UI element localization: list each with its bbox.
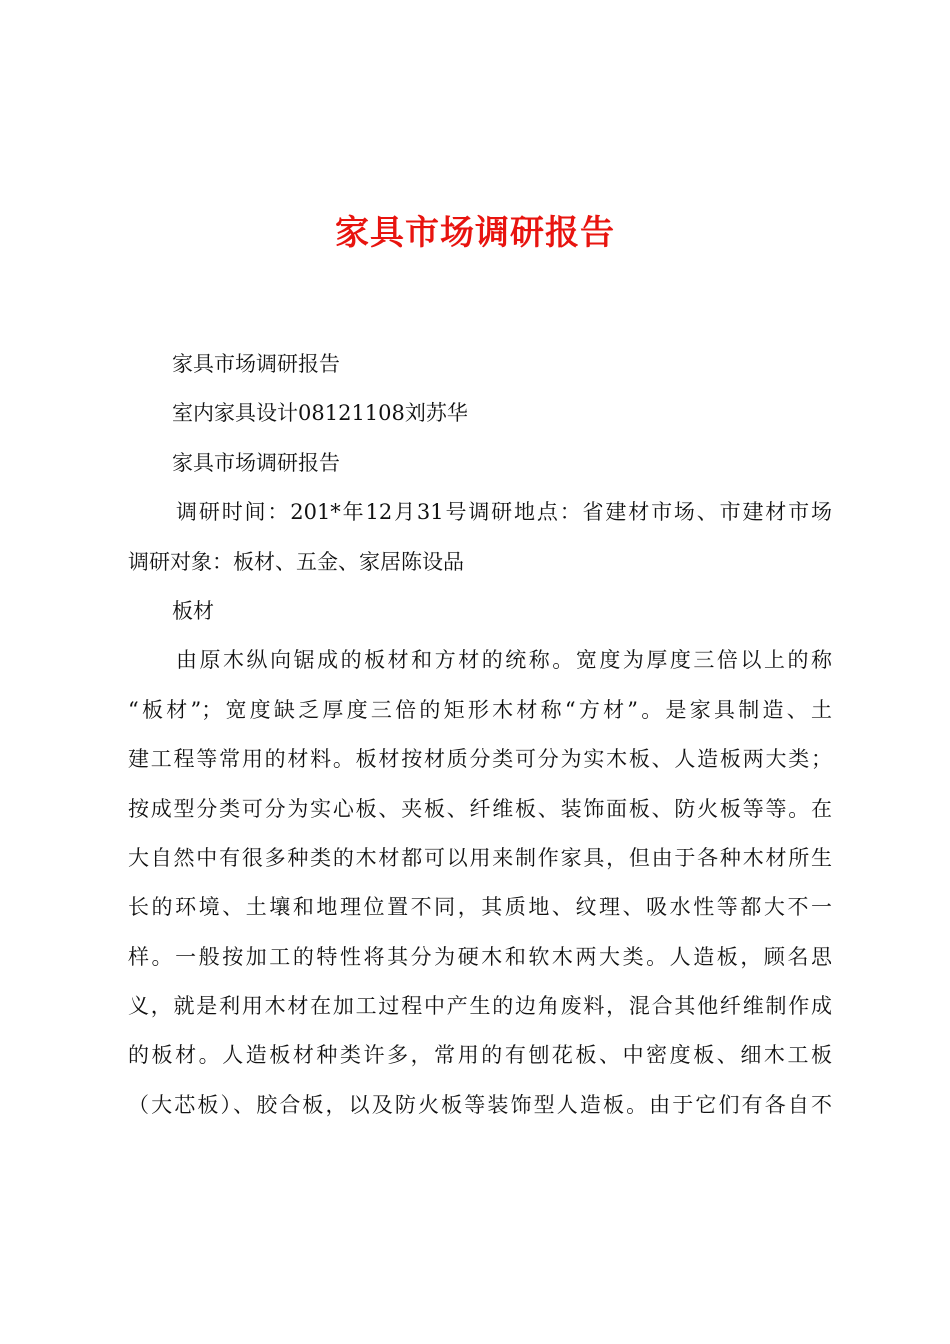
section-heading: 板材 xyxy=(172,598,214,623)
body-line-9: 的板材。人造板材种类许多，常用的有刨花板、中密度板、细木工板 xyxy=(128,1043,832,1068)
body-line-6: 长的环境、土壤和地理位置不同，其质地、纹理、吸水性等都大不一 xyxy=(128,895,832,920)
survey-line-1: 调研时间：201*年12月31号调研地点：省建材市场、市建材市场 xyxy=(176,500,832,525)
survey-line-2: 调研对象：板材、五金、家居陈设品 xyxy=(128,549,464,574)
body-line-2: “板材”；宽度缺乏厚度三倍的矩形木材称“方材”。是家具制造、土 xyxy=(128,697,832,722)
subtitle-line: 家具市场调研报告 xyxy=(172,352,340,376)
body-line-10: （大芯板）、胶合板，以及防火板等装饰型人造板。由于它们有各自不 xyxy=(128,1092,832,1117)
author-line: 室内家具设计08121108刘苏华 xyxy=(172,401,468,426)
body-line-7: 样。一般按加工的特性将其分为硬木和软木两大类。人造板，顾名思 xyxy=(128,944,832,969)
report-heading-line: 家具市场调研报告 xyxy=(172,450,340,475)
document-body xyxy=(128,340,832,1130)
document-title: 家具市场调研报告 xyxy=(335,213,615,253)
body-line-5: 大自然中有很多种类的木材都可以用来制作家具，但由于各种木材所生 xyxy=(128,845,832,870)
body-line-1: 由原木纵向锯成的板材和方材的统称。宽度为厚度三倍以上的称 xyxy=(176,648,832,673)
body-line-8: 义，就是利用木材在加工过程中产生的边角废料，混合其他纤维制作成 xyxy=(128,994,832,1019)
body-line-4: 按成型分类可分为实心板、夹板、纤维板、装饰面板、防火板等等。在 xyxy=(128,796,832,821)
body-line-3: 建工程等常用的材料。板材按材质分类可分为实木板、人造板两大类； xyxy=(128,747,832,772)
